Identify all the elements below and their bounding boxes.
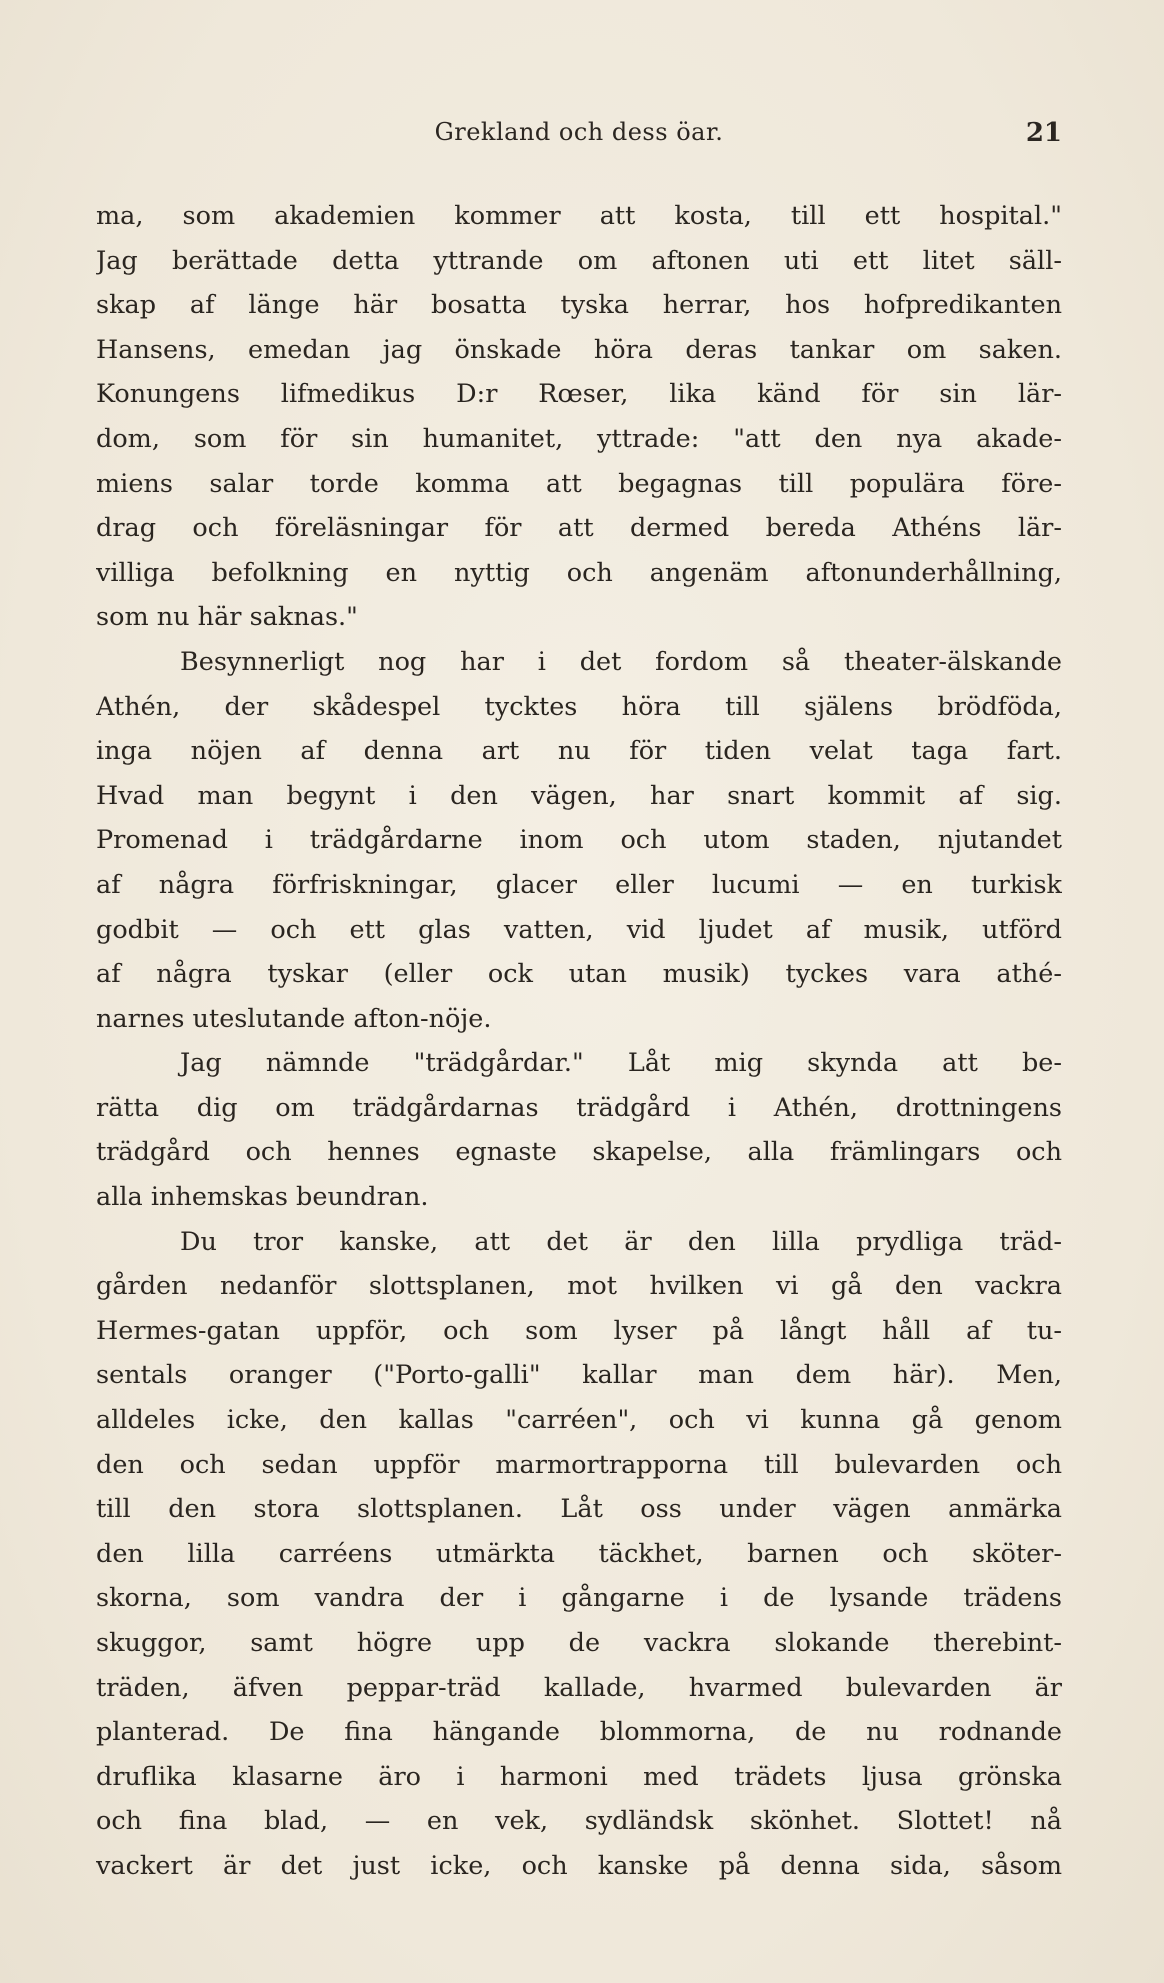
text-line: ma, som akademien kommer att kosta, till ett hospital." (96, 201, 1062, 231)
text-line: till den stora slottsplanen. Låt oss under vägen anmärka (96, 1494, 1062, 1525)
text-line: Jag nämnde "trädgårdar." Låt mig skynda att be- (180, 1048, 1062, 1079)
text-line: och fina blad, — en vek, sydländsk skönhet. Slottet! nå (96, 1806, 1062, 1837)
text-line: af några tyskar (eller ock utan musik) tyckes vara athé- (96, 959, 1062, 990)
text-line: af några förfriskningar, glacer eller lucumi — en turkisk (96, 869, 1062, 900)
text-line: träden, äfven peppar-träd kallade, hvarmed bulevarden är (96, 1672, 1062, 1703)
text-line: Promenad i trädgårdarne inom och utom staden, njutandet (96, 825, 1062, 856)
text-line: skorna, som vandra der i gångarne i de lysande trädens (96, 1583, 1062, 1614)
text-line: Hvad man begynt i den vägen, har snart kommit af sig. (96, 780, 1062, 811)
text-line: druflika klasarne äro i harmoni med trädets ljusa grönska (96, 1761, 1062, 1792)
text-line: Konungens lifmedikus D:r Rœser, lika känd för sin lär- (96, 379, 1062, 410)
text-line: Hansens, emedan jag önskade höra deras tankar om saken. (96, 334, 1062, 365)
text-line: Besynnerligt nog har i det fordom så theater-älskande (180, 646, 1062, 677)
text-line: Du tror kanske, att det är den lilla prydliga träd- (180, 1226, 1062, 1257)
text-line: den lilla carréens utmärkta täckhet, barnen och sköter- (96, 1538, 1062, 1569)
text-line: dom, som för sin humanitet, yttrade: "att den nya akade- (96, 423, 1062, 454)
text-line: alldeles icke, den kallas "carréen", och vi kunna gå genom (96, 1405, 1062, 1436)
text-line: drag och föreläsningar för att dermed bereda Athéns lär- (96, 513, 1062, 544)
text-line: den och sedan uppför marmortrapporna till bulevarden och (96, 1449, 1062, 1480)
text-line: som nu här saknas." (96, 602, 358, 633)
text-line: Athén, der skådespel tycktes höra till själens brödföda, (96, 691, 1062, 722)
page-number: 21 (1025, 118, 1062, 148)
text-line: planterad. De fina hängande blommorna, de nu rodnande (96, 1717, 1062, 1748)
text-line: inga nöjen af denna art nu för tiden velat taga fart. (96, 736, 1062, 767)
text-line: gården nedanför slottsplanen, mot hvilken vi gå den vackra (96, 1271, 1062, 1302)
text-line: narnes uteslutande afton-nöje. (96, 1003, 492, 1034)
text-line: rätta dig om trädgårdarnas trädgård i Athén, drottningens (96, 1092, 1062, 1123)
text-line: villiga befolkning en nyttig och angenäm aftonunderhållning, (96, 557, 1062, 588)
text-line: alla inhemskas beundran. (96, 1182, 429, 1213)
text-line: trädgård och hennes egnaste skapelse, alla främlingars och (96, 1137, 1062, 1168)
text-line: skuggor, samt högre upp de vackra slokande therebint- (96, 1628, 1062, 1658)
text-line: sentals oranger ("Porto-galli" kallar man dem här). Men, (96, 1360, 1062, 1391)
text-line: Hermes-gatan uppför, och som lyser på långt håll af tu- (96, 1315, 1062, 1346)
text-line: skap af länge här bosatta tyska herrar, hos hofpredikanten (96, 290, 1062, 321)
text-line: Jag berättade detta yttrande om aftonen uti ett litet säll- (96, 245, 1062, 276)
body-text (96, 194, 1062, 1889)
running-title: Grekland och dess öar. (434, 118, 724, 146)
text-line: vackert är det just icke, och kanske på denna sida, såsom (96, 1850, 1062, 1881)
page-header (96, 118, 1062, 158)
text-line: miens salar torde komma att begagnas till populära före- (96, 468, 1062, 499)
text-line: godbit — och ett glas vatten, vid ljudet af musik, utförd (96, 914, 1062, 945)
